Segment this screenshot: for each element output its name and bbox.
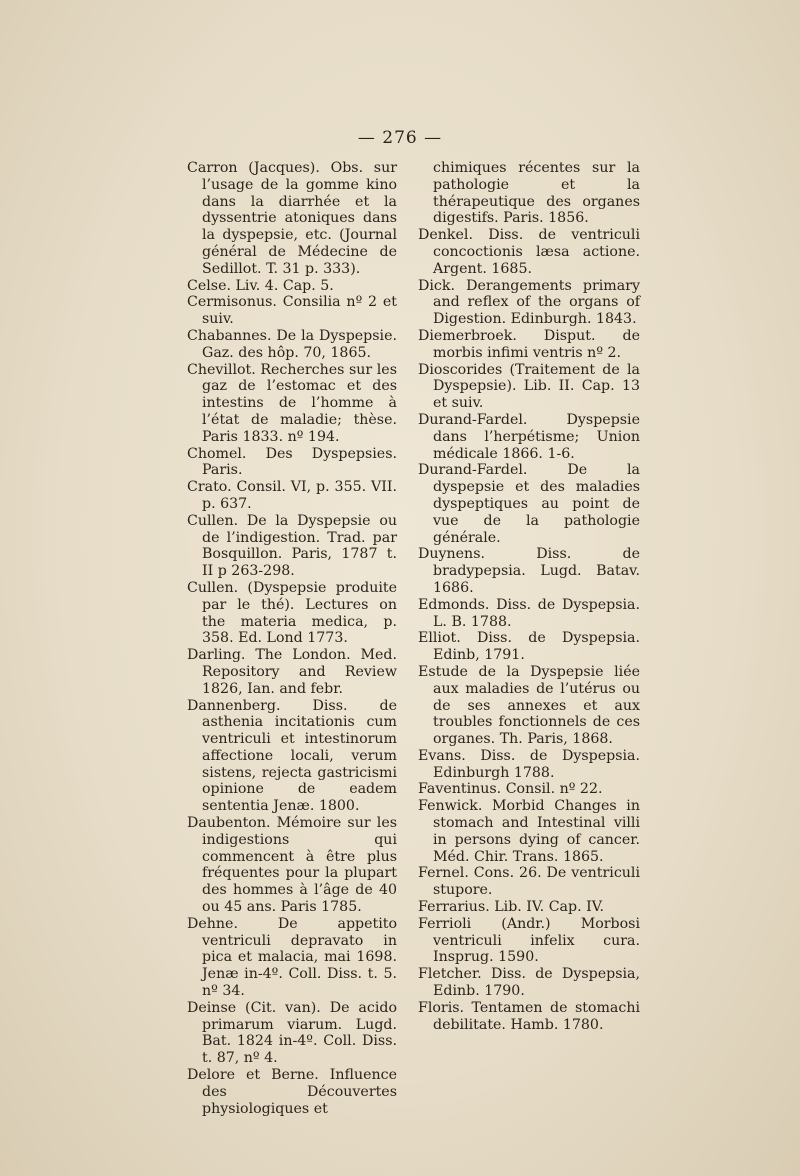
bibliography-entry: Cullen. De la Dyspepsie ou de l’indigestion. Trad. par Bosquillon. Paris, 1787 t. II p 263-298.	[187, 512, 397, 580]
bibliography-entry: Dannenberg. Diss. de asthenia incitationis cum ventriculi et intestinorum affectione locali, verum sistens, rejecta gastricismi opinione de eadem sententia Jenæ. 1800.	[187, 697, 397, 815]
bibliography-entry: Dick. Derangements primary and reflex of the organs of Digestion. Edinburgh. 1843.	[418, 277, 640, 328]
bibliography-entry: Celse. Liv. 4. Cap. 5.	[187, 277, 334, 294]
bibliography-entry: Delore et Berne. Influence des Découvertes physiologiques et	[187, 1067, 397, 1117]
bibliography-entry: Fletcher. Diss. de Dyspepsia, Edinb. 1790.	[418, 966, 640, 1000]
bibliography-entry: Cullen. (Dyspepsie produite par le thé). Lectures on the materia medica, p. 358. Ed. Lond 1773.	[187, 579, 397, 647]
bibliography-entry: Chomel. Des Dyspepsies. Paris.	[187, 445, 397, 479]
bibliography-entry: Dehne. De appetito ventriculi depravato in pica et malacia, mai 1698. Jenæ in-4º. Coll. Diss. t. 5. nº 34.	[187, 915, 397, 1000]
bibliography-entry: Cermisonus. Consilia nº 2 et suiv.	[187, 294, 397, 328]
bibliography-entry: Ferrioli (Andr.) Morbosi ventriculi infelix cura. Insprug. 1590.	[418, 915, 640, 966]
bibliography-entry: Evans. Diss. de Dyspepsia. Edinburgh 1788.	[418, 747, 640, 781]
bibliography-entry: Edmonds. Diss. de Dyspepsia. L. B. 1788.	[418, 596, 640, 630]
bibliography-entry: Diemerbroek. Disput. de morbis infimi ventris nº 2.	[418, 327, 640, 361]
bibliography-entry: Elliot. Diss. de Dyspepsia. Edinb, 1791.	[418, 630, 640, 664]
bibliography-entry: Estude de la Dyspepsie liée aux maladies de l’utérus ou de ses annexes et aux troubles fonctionnels de ces organes. Th. Paris, 1868.	[418, 663, 640, 748]
bibliography-entry: Carron (Jacques). Obs. sur l’usage de la gomme kino dans la diarrhée et la dyssentrie atoniques dans la dyspepsie, etc. (Journal général de Médecine de Sedillot. T. 31 p. 333).	[187, 160, 397, 277]
left-column	[187, 160, 397, 1117]
bibliography-entry: Chevillot. Recherches sur les gaz de l’estomac et des intestins de l’homme à l’état de maladie; thèse. Paris 1833. nº 194.	[187, 361, 397, 445]
right-column	[418, 160, 640, 1033]
bibliography-entry: Darling. The London. Med. Repository and Review 1826, Ian. and febr.	[187, 647, 397, 697]
bibliography-entry: Crato. Consil. VI, p. 355. VII. p. 637.	[187, 479, 397, 512]
bibliography-entry-continued: chimiques récentes sur la pathologie et la thérapeutique des organes digestifs. Paris. 1856.	[433, 160, 640, 227]
page-number-header: — 276 —	[357, 128, 443, 148]
bibliography-entry: Durand-Fardel. De la dyspepsie et des maladies dyspeptiques au point de vue de la pathologie générale.	[418, 462, 640, 546]
bibliography-entry: Chabannes. De la Dyspepsie. Gaz. des hôp. 70, 1865.	[187, 327, 397, 361]
bibliography-entry: Ferrarius. Lib. IV. Cap. IV.	[418, 899, 604, 916]
bibliography-entry: Duynens. Diss. de bradypepsia. Lugd. Batav. 1686.	[418, 546, 640, 596]
bibliography-entry: Denkel. Diss. de ventriculi concoctionis læsa actione. Argent. 1685.	[418, 227, 640, 277]
bibliography-entry: Faventinus. Consil. nº 22.	[418, 781, 603, 798]
bibliography-entry: Floris. Tentamen de stomachi debilitate. Hamb. 1780.	[418, 999, 640, 1033]
bibliography-entry: Fernel. Cons. 26. De ventriculi stupore.	[418, 865, 640, 899]
bibliography-entry: Durand-Fardel. Dyspepsie dans l’herpétisme; Union médicale 1866. 1-6.	[418, 411, 640, 462]
bibliography-entry: Deinse (Cit. van). De acido primarum viarum. Lugd. Bat. 1824 in-4º. Coll. Diss. t. 87, nº 4.	[187, 999, 397, 1067]
bibliography-entry: Fenwick. Morbid Changes in stomach and Intestinal villi in persons dying of cancer. Méd. Chir. Trans. 1865.	[418, 798, 640, 865]
bibliography-entry: Dioscorides (Traitement de la Dyspepsie). Lib. II. Cap. 13 et suiv.	[418, 361, 640, 412]
bibliography-entry: Daubenton. Mémoire sur les indigestions qui commencent à être plus fréquentes pour la plupart des hommes à l’âge de 40 ou 45 ans. Paris 1785.	[187, 815, 397, 916]
